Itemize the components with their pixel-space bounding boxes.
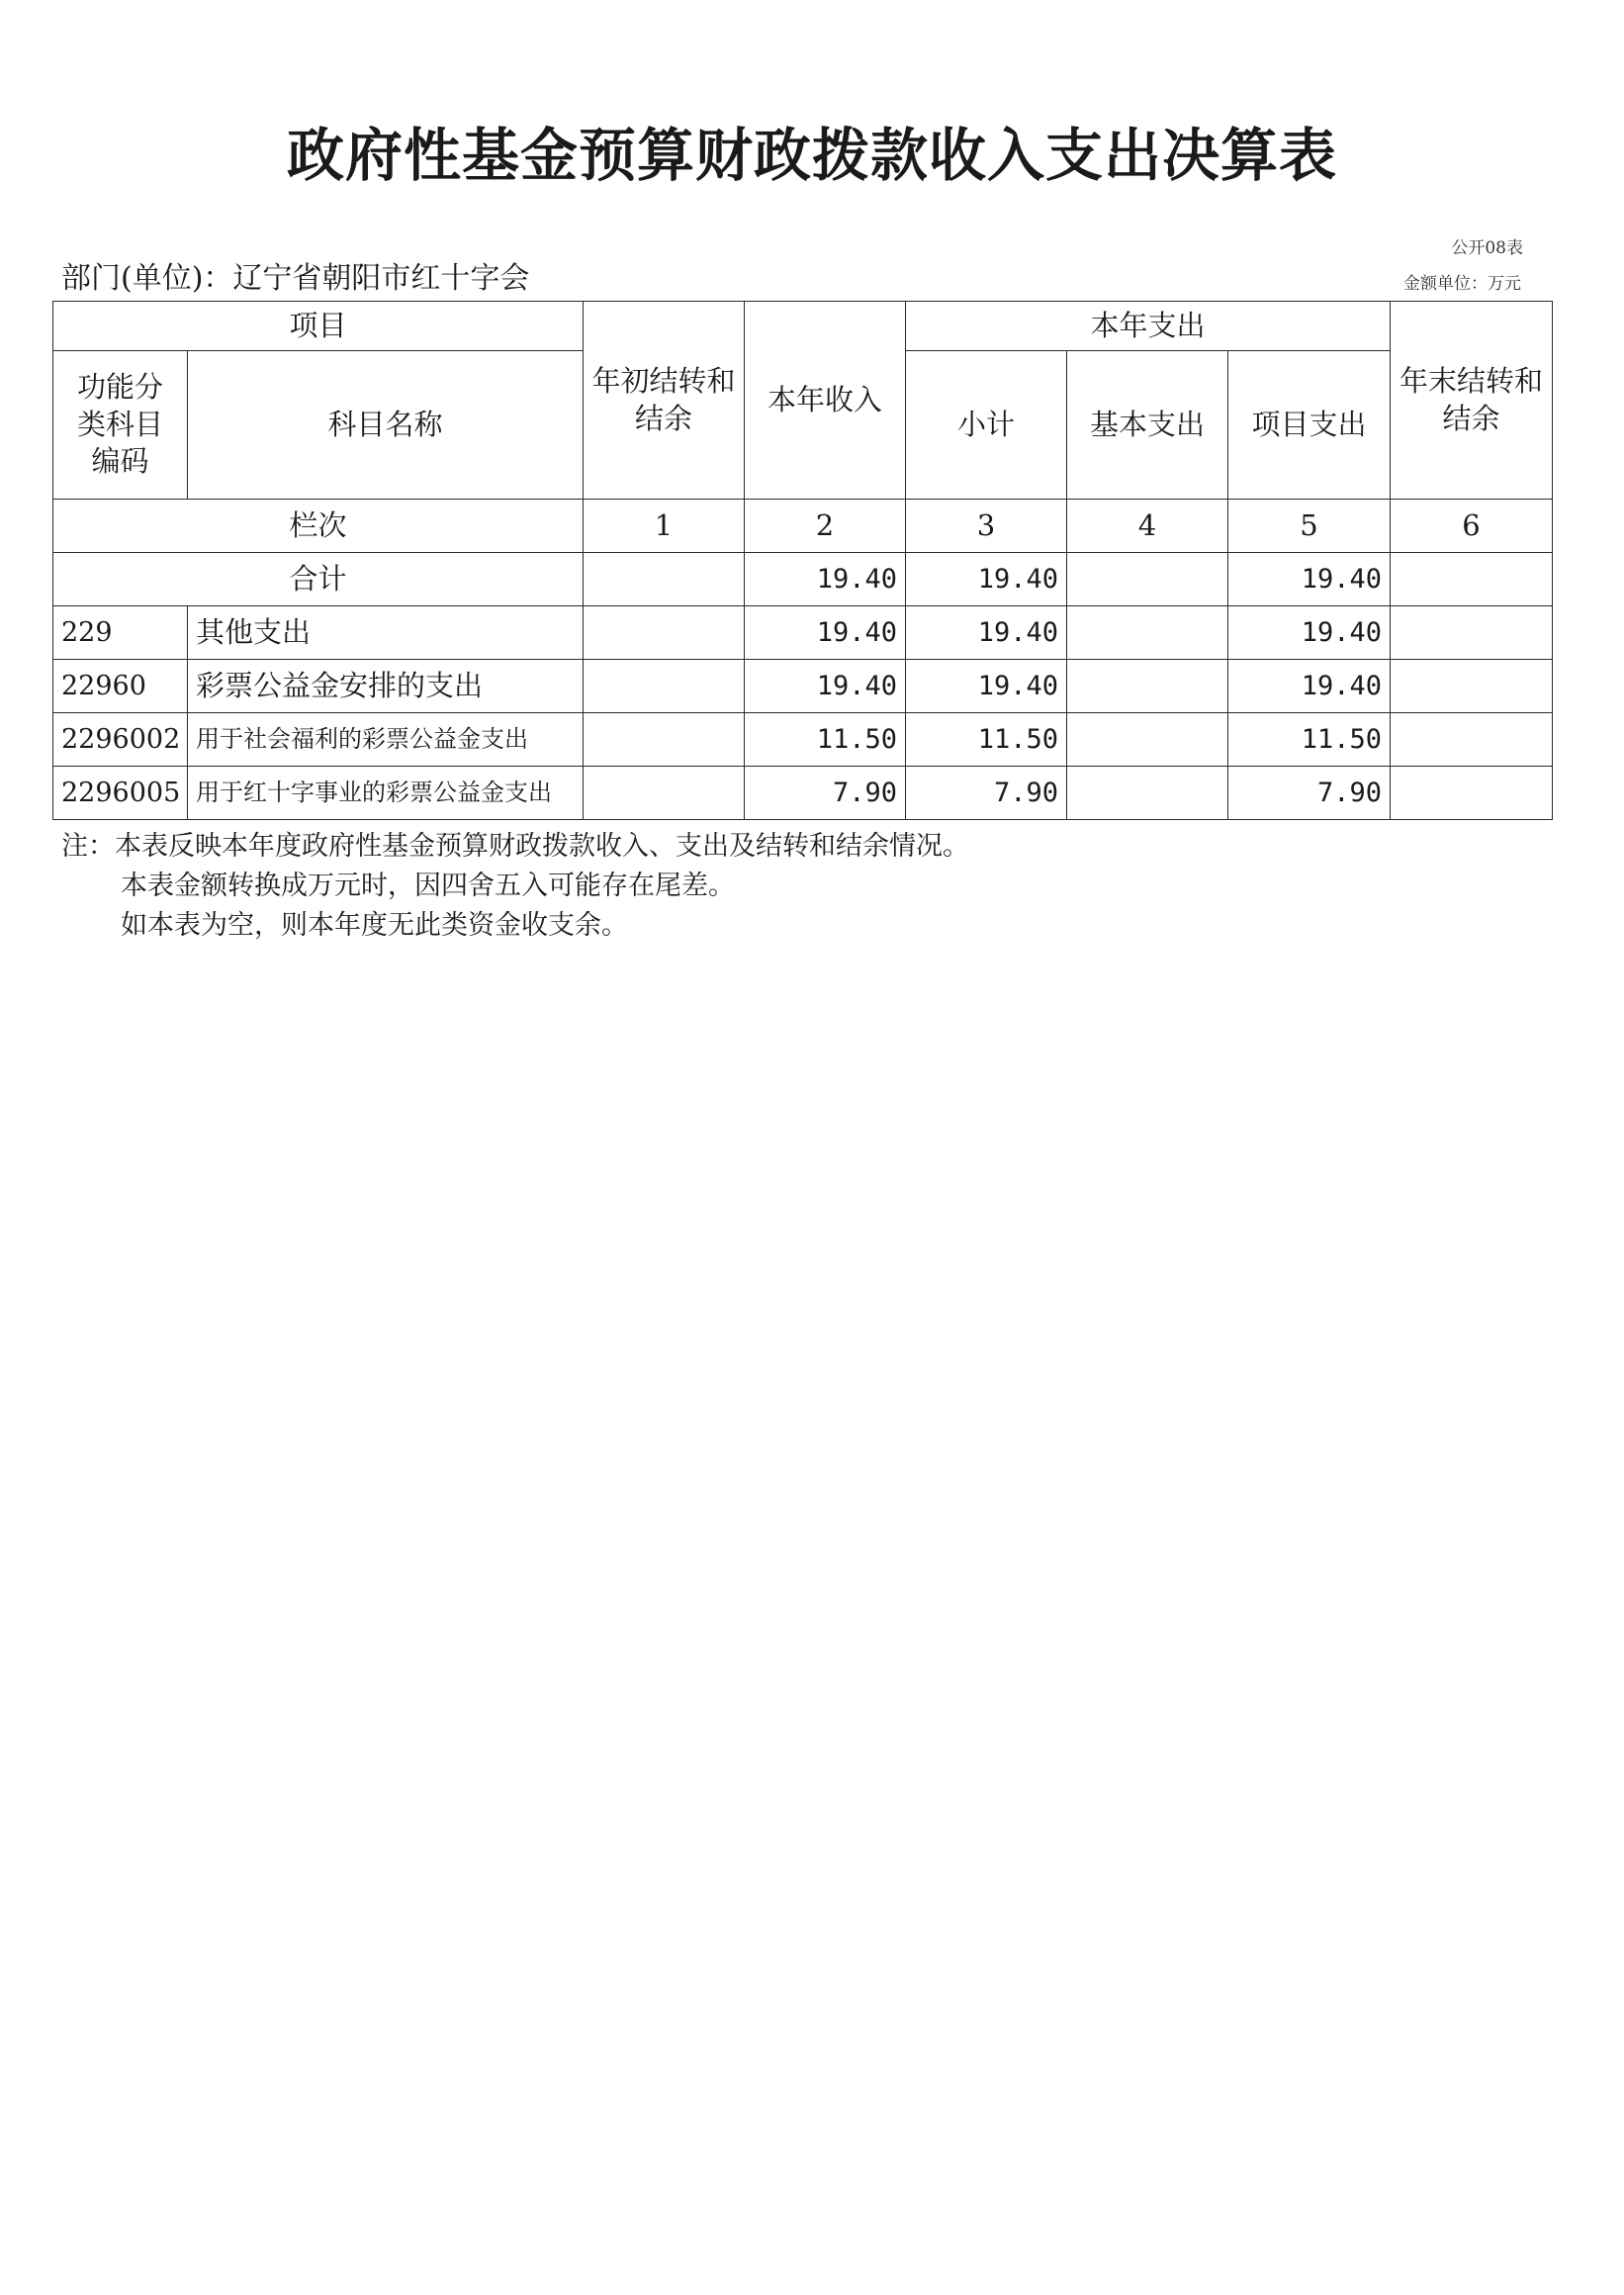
cell-project: 19.40 [1228,660,1391,713]
cell-begin-balance [584,713,745,767]
cell-name: 其他支出 [188,606,584,660]
cell-code: 22960 [53,660,188,713]
header-code: 功能分类科目编码 [53,351,188,500]
col-label: 栏次 [53,500,584,553]
cell-end-balance [1391,660,1553,713]
cell-begin-balance [584,660,745,713]
header-project: 项目支出 [1228,351,1391,500]
cell-basic [1067,553,1228,606]
cell-basic [1067,660,1228,713]
col-num: 2 [745,500,906,553]
header-item: 项目 [53,302,584,351]
cell-income: 19.40 [745,553,906,606]
col-num: 1 [584,500,745,553]
cell-project: 19.40 [1228,606,1391,660]
cell-income: 19.40 [745,660,906,713]
cell-code: 229 [53,606,188,660]
cell-subtotal: 19.40 [906,606,1067,660]
cell-subtotal: 19.40 [906,660,1067,713]
header-basic: 基本支出 [1067,351,1228,500]
cell-basic [1067,713,1228,767]
col-num: 6 [1391,500,1553,553]
amount-unit: 金额单位：万元 [1403,274,1521,294]
col-num: 3 [906,500,1067,553]
cell-subtotal: 11.50 [906,713,1067,767]
note-line: 如本表为空，则本年度无此类资金收支余。 [121,910,628,941]
budget-table [52,301,1553,820]
cell-name: 彩票公益金安排的支出 [188,660,584,713]
table-row [53,767,1553,820]
cell-project: 7.90 [1228,767,1391,820]
form-number: 公开08表 [1451,238,1523,258]
header-name: 科目名称 [188,351,584,500]
cell-income: 7.90 [745,767,906,820]
total-label: 合计 [53,553,584,606]
cell-end-balance [1391,606,1553,660]
cell-basic [1067,767,1228,820]
table-row [53,660,1553,713]
header-expense: 本年支出 [906,302,1391,351]
cell-project: 11.50 [1228,713,1391,767]
cell-project: 19.40 [1228,553,1391,606]
header-subtotal: 小计 [906,351,1067,500]
cell-begin-balance [584,767,745,820]
cell-code: 2296002 [53,713,188,767]
cell-name: 用于社会福利的彩票公益金支出 [188,713,584,767]
table-row [53,606,1553,660]
cell-name: 用于红十字事业的彩票公益金支出 [188,767,584,820]
cell-income: 11.50 [745,713,906,767]
col-num: 4 [1067,500,1228,553]
cell-begin-balance [584,553,745,606]
cell-end-balance [1391,553,1553,606]
cell-end-balance [1391,713,1553,767]
cell-subtotal: 19.40 [906,553,1067,606]
cell-begin-balance [584,606,745,660]
notes [61,827,969,946]
note-line: 本表金额转换成万元时，因四舍五入可能存在尾差。 [121,871,735,901]
cell-end-balance [1391,767,1553,820]
cell-code: 2296005 [53,767,188,820]
table-row [53,713,1553,767]
cell-subtotal: 7.90 [906,767,1067,820]
cell-income: 19.40 [745,606,906,660]
note-line: 注：本表反映本年度政府性基金预算财政拨款收入、支出及结转和结余情况。 [61,831,969,862]
page-title: 政府性基金预算财政拨款收入支出决算表 [286,122,1337,189]
cell-basic [1067,606,1228,660]
total-row [53,553,1553,606]
header-end-balance: 年末结转和结余 [1391,302,1553,500]
col-num: 5 [1228,500,1391,553]
header-income: 本年收入 [745,302,906,500]
header-begin-balance: 年初结转和结余 [584,302,745,500]
department-label: 部门(单位)：辽宁省朝阳市红十字会 [61,261,530,296]
